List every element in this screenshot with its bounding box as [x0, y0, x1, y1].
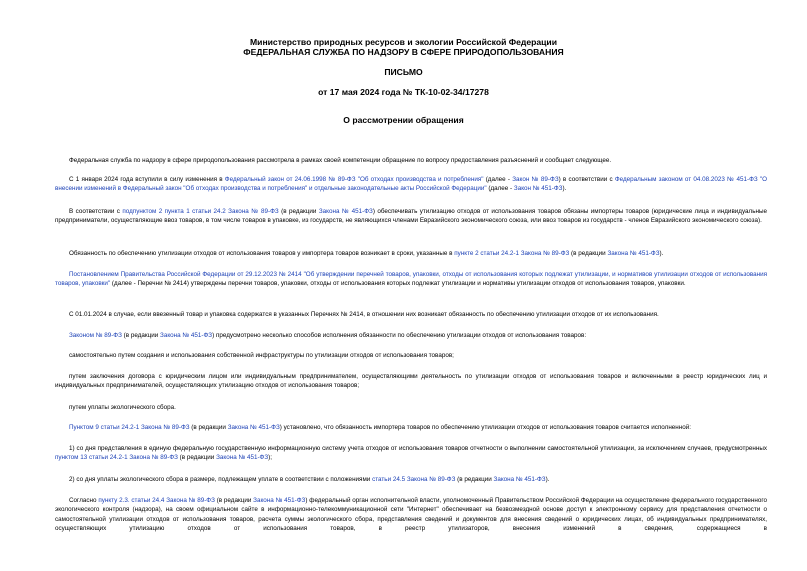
link-law-451fz[interactable]: Закона № 451-ФЗ: [493, 476, 546, 483]
link-law-451fz[interactable]: Закона № 451-ФЗ: [253, 497, 306, 504]
paragraph-method-contract: путем заключения договора с юридическим лицом или индивидуальным предпринимателем, осуществляющими деятельность по утилизации отходов от использования товаров и включенными в реестр юридических лиц и индивидуальных предпринимателей, осуществляющих утилизацию отходов от использования товаров;: [55, 373, 767, 390]
link-article-24-5[interactable]: статьи 24.5 Закона № 89-ФЗ: [372, 476, 456, 483]
text: ) предусмотрено несколько способов исполнения обязанности по обеспечению утилизации отходов от использования товаров:: [212, 332, 587, 339]
text: 1) со дня представления в единую федеральную государственную информационную систему учета отходов от использования товаров отчетности о выполнении самостоятельной утилизации, за исключением случаев, предусмотренных: [69, 445, 767, 452]
link-point-2-3-article[interactable]: пункту 2.3. статьи 24.4 Закона № 89-ФЗ: [98, 497, 215, 504]
service-name: ФЕДЕРАЛЬНАЯ СЛУЖБА ПО НАДЗОРУ В СФЕРЕ ПРИРОДОПОЛЬЗОВАНИЯ: [243, 47, 564, 57]
document-type: ПИСЬМО: [384, 67, 423, 77]
text: (в редакции: [177, 454, 217, 462]
text: );: [268, 454, 272, 462]
link-law-451fz[interactable]: Закона № 451-ФЗ: [318, 208, 373, 215]
paragraph-importers: [55, 207, 767, 226]
link-point-9-article[interactable]: Пунктом 9 статьи 24.2-1 Закона № 89-ФЗ: [69, 424, 190, 431]
paragraph-item-2: [55, 475, 767, 484]
paragraph-item-1: [55, 444, 767, 463]
text: ).: [562, 185, 567, 193]
paragraph-from-2024: С 01.01.2024 в случае, если ввезенный товар и упаковка содержатся в указанных Перечнях № 2414, в отношении них возникает обязанность по обеспечению утилизации отходов от их использования.: [69, 311, 659, 318]
link-point-2-article[interactable]: пункте 2 статьи 24.2-1 Закона № 89-ФЗ: [454, 250, 570, 257]
link-subpoint-2[interactable]: подпунктом 2 пункта 1 статьи 24.2 Закона № 89-ФЗ: [122, 208, 279, 215]
text: (далее - Перечни № 2414) утверждены перечни товаров, упаковки, отходы от использования которых подлежат утилизации и нормативы утилизации отходов от использования товаров, упаковки.: [110, 280, 686, 288]
link-law-451fz[interactable]: Федеральным законом от 04.08.2023 № 451-ФЗ "О внесении изменений в Федеральный закон "Об отходах производства и потребления" и отдельные законодательные акты Российской Федерации": [55, 176, 768, 193]
text: (далее -: [483, 176, 513, 183]
paragraph-intro: Федеральная служба по надзору в сфере природопользования рассмотрела в рамках своей компетенции обращение по вопросу предоставления разъяснений и сообщает следующее.: [69, 157, 612, 164]
link-law-89fz-short[interactable]: Закон № 89-ФЗ: [512, 176, 559, 183]
paragraph-obligation-terms: [55, 249, 767, 258]
link-decree-2414[interactable]: Постановлением Правительства Российской Федерации от 29.12.2023 № 2414 "Об утверждении перечней товаров, упаковки, отходы от использования которых подлежат утилизации, и нормативов утилизации отходов от использования товаров, упаковки": [55, 271, 767, 288]
document-subject: О рассмотрении обращения: [343, 115, 464, 125]
text: Обязанность по обеспечению утилизации отходов от использования товаров у импортера товаров возникает в сроки, указанные в: [69, 250, 455, 257]
text: (далее -: [486, 185, 514, 193]
text: (в редакции: [455, 476, 494, 483]
text: (в редакции: [121, 332, 161, 339]
text: ) федеральный орган исполнительной власти, уполномоченный Правительством Российской Федерации на осуществление федерального государственного экологического контроля (надзора), на своем официальном сайте в информационно-телекоммуникационной сети "Интернет" обеспечивает на безвозмездной основе доступ к электронному сервису для представления отчетности о самостоятельной утилизации отходов от использования товаров, расчета суммы экологического сбора, представления сведений и документов для внесения сведений о юридических лицах, об индивидуальных предпринимателях, осуществляющих утилизацию отходов от использования товаров, в реестр утилизаторов, внесения изменений в сведения, содержащиеся в: [55, 497, 768, 532]
text: ) в соответствии с: [558, 176, 615, 183]
link-law-451fz[interactable]: Закона № 451-ФЗ: [216, 454, 269, 462]
paragraph-fulfilled: [55, 423, 767, 432]
paragraph-law-changes: [55, 175, 767, 194]
link-law-89fz[interactable]: Законом № 89-ФЗ: [69, 332, 122, 339]
paragraph-government-decree: [55, 270, 767, 289]
link-law-89fz[interactable]: Федеральный закон от 24.06.1998 № 89-ФЗ "Об отходах производства и потребления": [224, 176, 484, 183]
ministry-name: Министерство природных ресурсов и экологии Российской Федерации: [250, 37, 557, 47]
text: (в редакции: [189, 424, 228, 431]
document-date-number: от 17 мая 2024 года № ТК-10-02-34/17278: [318, 87, 489, 97]
paragraph-method-own: самостоятельно путем создания и использования собственной инфраструктуры по утилизации отходов от использования товаров;: [69, 352, 454, 359]
text: (в редакции: [569, 250, 608, 257]
text: ).: [659, 250, 664, 257]
paragraph-methods: [55, 331, 767, 340]
paragraph-method-fee: путем уплаты экологического сбора.: [69, 404, 176, 411]
paragraph-electronic-service: [55, 496, 767, 533]
text: (в редакции: [214, 497, 254, 504]
text: С 1 января 2024 года вступили в силу изменения в: [69, 176, 225, 183]
link-law-451fz-short[interactable]: Закон № 451-ФЗ: [513, 185, 563, 193]
link-law-451fz[interactable]: Закона № 451-ФЗ: [607, 250, 660, 257]
text: 2) со дня уплаты экологического сбора в размере, подлежащем уплате в соответствии с положениями: [69, 476, 373, 483]
link-law-451fz[interactable]: Закона № 451-ФЗ: [227, 424, 280, 431]
text: Согласно: [69, 497, 99, 504]
text: В соответствии с: [69, 208, 123, 215]
text: ).: [545, 476, 550, 483]
link-law-451fz[interactable]: Закона № 451-ФЗ: [160, 332, 213, 339]
link-point-13-article[interactable]: пунктом 13 статьи 24.2-1 Закона № 89-ФЗ: [55, 454, 178, 462]
text: ) установлено, что обязанность импортера товаров по обеспечению утилизации отходов от использования товаров считается исполненной:: [279, 424, 692, 431]
text: ) обеспечивать утилизацию отходов от использования товаров обязаны импортеры товаров (юридические лица и индивидуальные предприниматели, осуществляющие ввоз товаров, в том числе товаров в упаковке, из государств, не являющихся членами Евразийского экономического союза, или ввоз товаров из государств - членов Евразийского экономического союза).: [55, 208, 768, 225]
text: (в редакции: [278, 208, 319, 215]
